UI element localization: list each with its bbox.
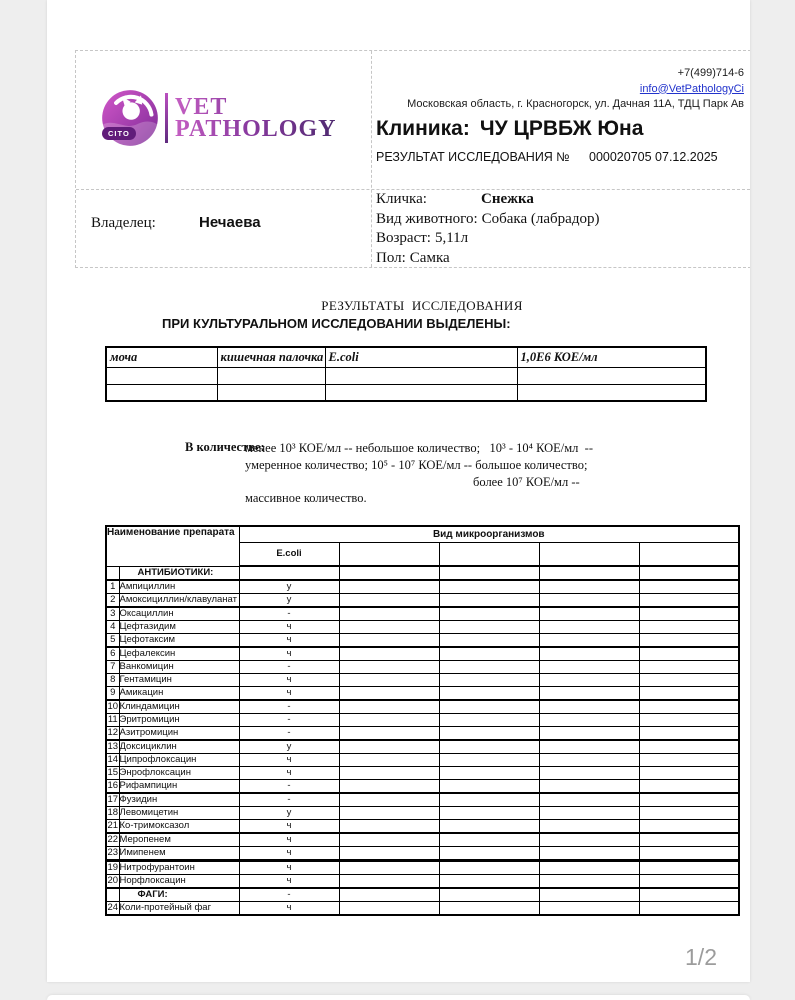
- drug-name: Фузидин: [119, 793, 239, 807]
- row-number: 4: [106, 620, 119, 633]
- empty-cell: [539, 901, 639, 915]
- empty-cell: [539, 647, 639, 661]
- organism-common-name: кишечная палочка: [217, 347, 325, 367]
- empty-cell: [439, 779, 539, 793]
- group-row: [106, 888, 739, 902]
- row-number: [106, 888, 119, 902]
- drug-name: Нитрофурантоин: [119, 860, 239, 874]
- empty-cell: [339, 833, 439, 847]
- empty-cell: [539, 660, 639, 673]
- logo-line2: PATHOLOGY: [175, 116, 337, 142]
- antibiotic-row: [106, 766, 739, 779]
- patient-name-row: [376, 190, 599, 210]
- empty-cell: [639, 660, 739, 673]
- drug-name: Амикацин: [119, 686, 239, 700]
- clinic-contacts: [407, 66, 744, 113]
- phone-number: +7(499)714-6: [677, 67, 744, 79]
- drug-name: Коли-протейный фаг: [119, 901, 239, 915]
- empty-cell: [339, 700, 439, 714]
- empty-cell: [439, 833, 539, 847]
- empty-cell: [339, 607, 439, 621]
- patient-info: [376, 190, 599, 268]
- patient-species-row: [376, 210, 599, 230]
- empty-cell: [539, 620, 639, 633]
- empty-cell: [439, 874, 539, 888]
- empty-cell: [339, 633, 439, 647]
- drug-name: Доксициклин: [119, 740, 239, 754]
- antibiotic-row: [106, 819, 739, 833]
- empty-cell: [339, 580, 439, 594]
- patient-species: Собака (лабрадор): [481, 210, 600, 227]
- sensitivity-value: -: [239, 660, 339, 673]
- drug-name: Клиндамицин: [119, 700, 239, 714]
- empty-cell: [639, 647, 739, 661]
- row-number: 18: [107, 806, 119, 818]
- empty-cell: [639, 874, 739, 888]
- patient-species-label: Вид животного:: [376, 210, 478, 227]
- empty-cell: [639, 793, 739, 807]
- drug-name: Меропенем: [119, 833, 239, 847]
- empty-cell: [539, 766, 639, 779]
- sensitivity-value: ч: [239, 901, 339, 915]
- sensitivity-value: -: [239, 726, 339, 740]
- empty-cell: [639, 673, 739, 686]
- empty-cell: [639, 713, 739, 726]
- empty-cell: [439, 860, 539, 874]
- row-number: 3: [106, 607, 119, 621]
- empty-cell: [539, 846, 639, 860]
- empty-cell: [439, 673, 539, 686]
- drug-name: Имипенем: [119, 846, 239, 860]
- sensitivity-value: ч: [239, 874, 339, 888]
- page-indicator: 1/2: [685, 944, 717, 970]
- vetpathology-logo: [101, 89, 336, 147]
- row-number: [106, 566, 119, 580]
- drug-name-header: Наименование препарата: [106, 526, 239, 566]
- empty-cell: [639, 779, 739, 793]
- logo-divider: [165, 93, 168, 143]
- empty-cell: [439, 713, 539, 726]
- empty-cell: [339, 673, 439, 686]
- drug-name: Цефалексин: [119, 647, 239, 661]
- organism-count: 1,0Е6 КОЕ/мл: [517, 347, 706, 367]
- empty-cell: [339, 593, 439, 607]
- drug-name: Цефтазидим: [119, 620, 239, 633]
- sensitivity-value: ч: [239, 633, 339, 647]
- empty-cell: [539, 806, 639, 819]
- empty-cell: [439, 726, 539, 740]
- antibiotic-row: [106, 607, 739, 621]
- empty-cell: [339, 874, 439, 888]
- sensitivity-value: у: [239, 806, 339, 819]
- empty-cell: [339, 753, 439, 766]
- antibiotic-row: [106, 874, 739, 888]
- empty-cell: [339, 647, 439, 661]
- row-number: 21: [107, 819, 119, 831]
- empty-cell: [639, 726, 739, 740]
- antibiotic-row: [106, 846, 739, 860]
- empty-cell: [539, 686, 639, 700]
- empty-cell: [539, 819, 639, 833]
- row-number: 13: [107, 740, 119, 752]
- row-number: 15: [107, 766, 119, 778]
- owner-name: Нечаева: [199, 214, 261, 231]
- empty-cell: [439, 566, 539, 580]
- empty-cell: [339, 713, 439, 726]
- antibiotic-row: [106, 779, 739, 793]
- header-column-divider: [371, 51, 372, 267]
- result-number-line: [376, 150, 718, 164]
- sensitivity-value: -: [239, 779, 339, 793]
- empty-cell: [439, 607, 539, 621]
- antibiotic-row: [106, 593, 739, 607]
- empty-cell: [639, 607, 739, 621]
- sensitivity-value: -: [239, 793, 339, 807]
- empty-cell: [639, 846, 739, 860]
- empty-cell: [339, 901, 439, 915]
- row-number: 24: [107, 901, 119, 913]
- antibiotic-row: [106, 580, 739, 594]
- empty-cell: [639, 620, 739, 633]
- row-number: 9: [106, 686, 119, 700]
- empty-cell: [539, 713, 639, 726]
- sensitivity-value: -: [239, 713, 339, 726]
- organism-column-header: E.coli: [239, 542, 339, 566]
- clinic-name: ЧУ ЦРВБЖ Юна: [479, 117, 644, 140]
- patient-age: 5,11л: [434, 230, 469, 246]
- empty-cell: [639, 633, 739, 647]
- clinic-title: [376, 117, 643, 141]
- empty-cell: [639, 566, 739, 580]
- empty-cell: [339, 766, 439, 779]
- antibiotic-row: [106, 660, 739, 673]
- logo-line1: VET: [175, 94, 228, 120]
- sample-type: моча: [106, 347, 217, 367]
- drug-name: Гентамицин: [119, 673, 239, 686]
- empty-cell: [439, 753, 539, 766]
- sensitivity-table: [105, 525, 740, 916]
- antibiotic-row: [106, 673, 739, 686]
- sensitivity-value: у: [239, 580, 339, 594]
- sensitivity-value: -: [239, 888, 339, 902]
- sensitivity-value: ч: [239, 860, 339, 874]
- empty-cell: [639, 580, 739, 594]
- antibiotic-row: [106, 726, 739, 740]
- email-link[interactable]: info@VetPathologyCi: [639, 82, 744, 95]
- clinic-address: Московская область, г. Красногорск, ул. Дачная 11А, ТДЦ Парк Ав: [407, 98, 744, 110]
- sensitivity-value: -: [239, 607, 339, 621]
- empty-cell: [339, 806, 439, 819]
- logo-wordmark: [175, 96, 336, 140]
- empty-cell: [339, 846, 439, 860]
- report-header: [75, 50, 750, 268]
- empty-cell: [439, 593, 539, 607]
- antibiotic-row: [106, 647, 739, 661]
- sensitivity-value: у: [239, 593, 339, 607]
- empty-cell: [439, 888, 539, 902]
- drug-name: Ко-тримоксазол: [119, 819, 239, 833]
- empty-cell: [339, 620, 439, 633]
- row-number: 23: [106, 846, 119, 860]
- empty-cell: [439, 819, 539, 833]
- empty-cell: [539, 793, 639, 807]
- empty-cell: [439, 766, 539, 779]
- antibiotic-row: [106, 620, 739, 633]
- empty-cell: [439, 793, 539, 807]
- antibiotic-row: [106, 686, 739, 700]
- quantity-line2: умеренное количество; 10⁵ - 10⁷ КОЕ/мл -- большое количество;: [245, 457, 588, 472]
- empty-cell: [639, 700, 739, 714]
- sensitivity-value: ч: [239, 819, 339, 833]
- report-page-1: [47, 0, 750, 982]
- empty-cell: [639, 888, 739, 902]
- drug-name: Ципрофлоксацин: [119, 753, 239, 766]
- drug-name: Ампициллин: [119, 580, 239, 594]
- drug-name: Левомицетин: [119, 806, 239, 819]
- empty-cell: [339, 779, 439, 793]
- sensitivity-value: ч: [239, 686, 339, 700]
- empty-cell: [439, 580, 539, 594]
- patient-sex: Самка: [409, 249, 450, 266]
- patient-name-label: Кличка:: [376, 191, 427, 207]
- row-number: 20: [107, 874, 119, 886]
- antibiotic-row: [106, 700, 739, 714]
- empty-cell: [339, 660, 439, 673]
- empty-cell: [639, 740, 739, 754]
- quantity-label: В количестве:: [185, 440, 265, 454]
- empty-cell: [339, 860, 439, 874]
- patient-age-row: [376, 229, 599, 249]
- empty-cell: [539, 860, 639, 874]
- antibiotic-row: [106, 901, 739, 915]
- empty-cell: [539, 779, 639, 793]
- culture-header-row: [106, 347, 706, 367]
- empty-organism-header: [339, 542, 439, 566]
- empty-organism-header: [539, 542, 639, 566]
- empty-cell: [439, 700, 539, 714]
- empty-cell: [339, 819, 439, 833]
- owner-label: Владелец:: [91, 215, 156, 231]
- quantity-line4: массивное количество.: [245, 491, 367, 506]
- results-subtitle: ПРИ КУЛЬТУРАЛЬНОМ ИССЛЕДОВАНИИ ВЫДЕЛЕНЫ:: [162, 316, 511, 331]
- empty-row: [106, 384, 706, 401]
- result-label: РЕЗУЛЬТАТ ИССЛЕДОВАНИЯ №: [376, 150, 570, 164]
- group-row: [106, 566, 739, 580]
- antibiotic-row: [106, 753, 739, 766]
- sensitivity-value: [239, 566, 339, 580]
- quantity-legend: [245, 440, 593, 507]
- row-number: 10: [107, 700, 119, 712]
- empty-cell: [439, 633, 539, 647]
- empty-cell: [639, 753, 739, 766]
- empty-row: [106, 367, 706, 384]
- empty-cell: [539, 740, 639, 754]
- patient-name: Снежка: [481, 191, 534, 207]
- empty-cell: [439, 806, 539, 819]
- empty-organism-header: [639, 542, 739, 566]
- result-number: 000020705 07.12.2025: [589, 150, 718, 164]
- antibiotic-row: [106, 860, 739, 874]
- row-number: 19: [107, 861, 119, 873]
- empty-cell: [339, 793, 439, 807]
- empty-cell: [539, 874, 639, 888]
- drug-name: Норфлоксацин: [119, 874, 239, 888]
- empty-cell: [539, 673, 639, 686]
- report-page-2-edge: [47, 995, 750, 1000]
- empty-cell: [539, 726, 639, 740]
- empty-cell: [539, 593, 639, 607]
- drug-name: Ванкомицин: [119, 660, 239, 673]
- row-number: 1: [106, 580, 119, 594]
- empty-cell: [539, 633, 639, 647]
- antibiotic-row: [106, 740, 739, 754]
- drug-name: Цефотаксим: [119, 633, 239, 647]
- sensitivity-value: ч: [239, 647, 339, 661]
- row-number: 2: [106, 593, 119, 607]
- sensitivity-value: ч: [239, 833, 339, 847]
- cat-logo-icon: [101, 89, 159, 147]
- drug-name: Азитромицин: [119, 726, 239, 740]
- organism-latin-name: E.coli: [325, 347, 517, 367]
- empty-cell: [439, 686, 539, 700]
- empty-cell: [539, 833, 639, 847]
- empty-cell: [439, 620, 539, 633]
- antibiotic-row: [106, 833, 739, 847]
- drug-name: ФАГИ:: [119, 888, 239, 902]
- empty-cell: [639, 686, 739, 700]
- clinic-label: Клиника:: [376, 117, 470, 140]
- culture-results-table: [105, 346, 707, 402]
- row-number: 22: [107, 833, 119, 845]
- empty-cell: [439, 901, 539, 915]
- empty-cell: [339, 740, 439, 754]
- empty-cell: [339, 726, 439, 740]
- sensitivity-value: ч: [239, 766, 339, 779]
- drug-name: Оксациллин: [119, 607, 239, 621]
- row-number: 8: [106, 673, 119, 686]
- empty-cell: [539, 753, 639, 766]
- empty-organism-header: [439, 542, 539, 566]
- empty-cell: [339, 888, 439, 902]
- empty-cell: [439, 846, 539, 860]
- row-number: 14: [107, 753, 119, 765]
- empty-cell: [439, 647, 539, 661]
- empty-cell: [539, 888, 639, 902]
- empty-cell: [539, 607, 639, 621]
- results-title: РЕЗУЛЬТАТЫ ИССЛЕДОВАНИЯ: [321, 298, 523, 313]
- owner-row: [91, 214, 261, 232]
- empty-cell: [639, 901, 739, 915]
- empty-cell: [639, 806, 739, 819]
- sensitivity-value: -: [239, 700, 339, 714]
- row-number: 16: [107, 779, 119, 791]
- patient-sex-row: [376, 249, 599, 269]
- patient-age-label: Возраст:: [376, 230, 431, 246]
- cito-badge: CITO: [102, 127, 136, 140]
- row-number: 6: [106, 647, 119, 661]
- antibiotic-row: [106, 633, 739, 647]
- row-number: 5: [106, 633, 119, 647]
- sensitivity-value: ч: [239, 620, 339, 633]
- empty-cell: [539, 566, 639, 580]
- row-number: 7: [106, 660, 119, 673]
- empty-cell: [639, 593, 739, 607]
- empty-cell: [639, 833, 739, 847]
- drug-name: Эритромицин: [119, 713, 239, 726]
- row-number: 17: [107, 793, 119, 805]
- empty-cell: [439, 740, 539, 754]
- sensitivity-value: у: [239, 740, 339, 754]
- empty-cell: [639, 766, 739, 779]
- antibiotic-row: [106, 806, 739, 819]
- organisms-header: Вид микроорганизмов: [239, 526, 739, 542]
- empty-cell: [539, 580, 639, 594]
- drug-name: Рифампицин: [119, 779, 239, 793]
- empty-cell: [639, 860, 739, 874]
- sensitivity-value: ч: [239, 753, 339, 766]
- patient-sex-label: Пол:: [376, 249, 406, 266]
- empty-cell: [339, 686, 439, 700]
- row-number: 12: [107, 726, 119, 738]
- sensitivity-value: ч: [239, 673, 339, 686]
- drug-name: Энрофлоксацин: [119, 766, 239, 779]
- empty-cell: [539, 700, 639, 714]
- antibiotic-row: [106, 713, 739, 726]
- sensitivity-header-row1: [106, 526, 739, 542]
- drug-name: АНТИБИОТИКИ:: [119, 566, 239, 580]
- drug-name: Амоксициллин/клавуланат: [119, 593, 239, 607]
- antibiotic-row: [106, 793, 739, 807]
- quantity-line3: более 10⁷ КОЕ/мл --: [473, 474, 580, 489]
- empty-cell: [339, 566, 439, 580]
- empty-cell: [439, 660, 539, 673]
- row-number: 11: [107, 713, 118, 725]
- quantity-line1: менее 10³ КОЕ/мл -- небольшое количество; 10³ - 10⁴ КОЕ/мл --: [245, 441, 593, 455]
- empty-cell: [639, 819, 739, 833]
- sensitivity-value: ч: [239, 846, 339, 860]
